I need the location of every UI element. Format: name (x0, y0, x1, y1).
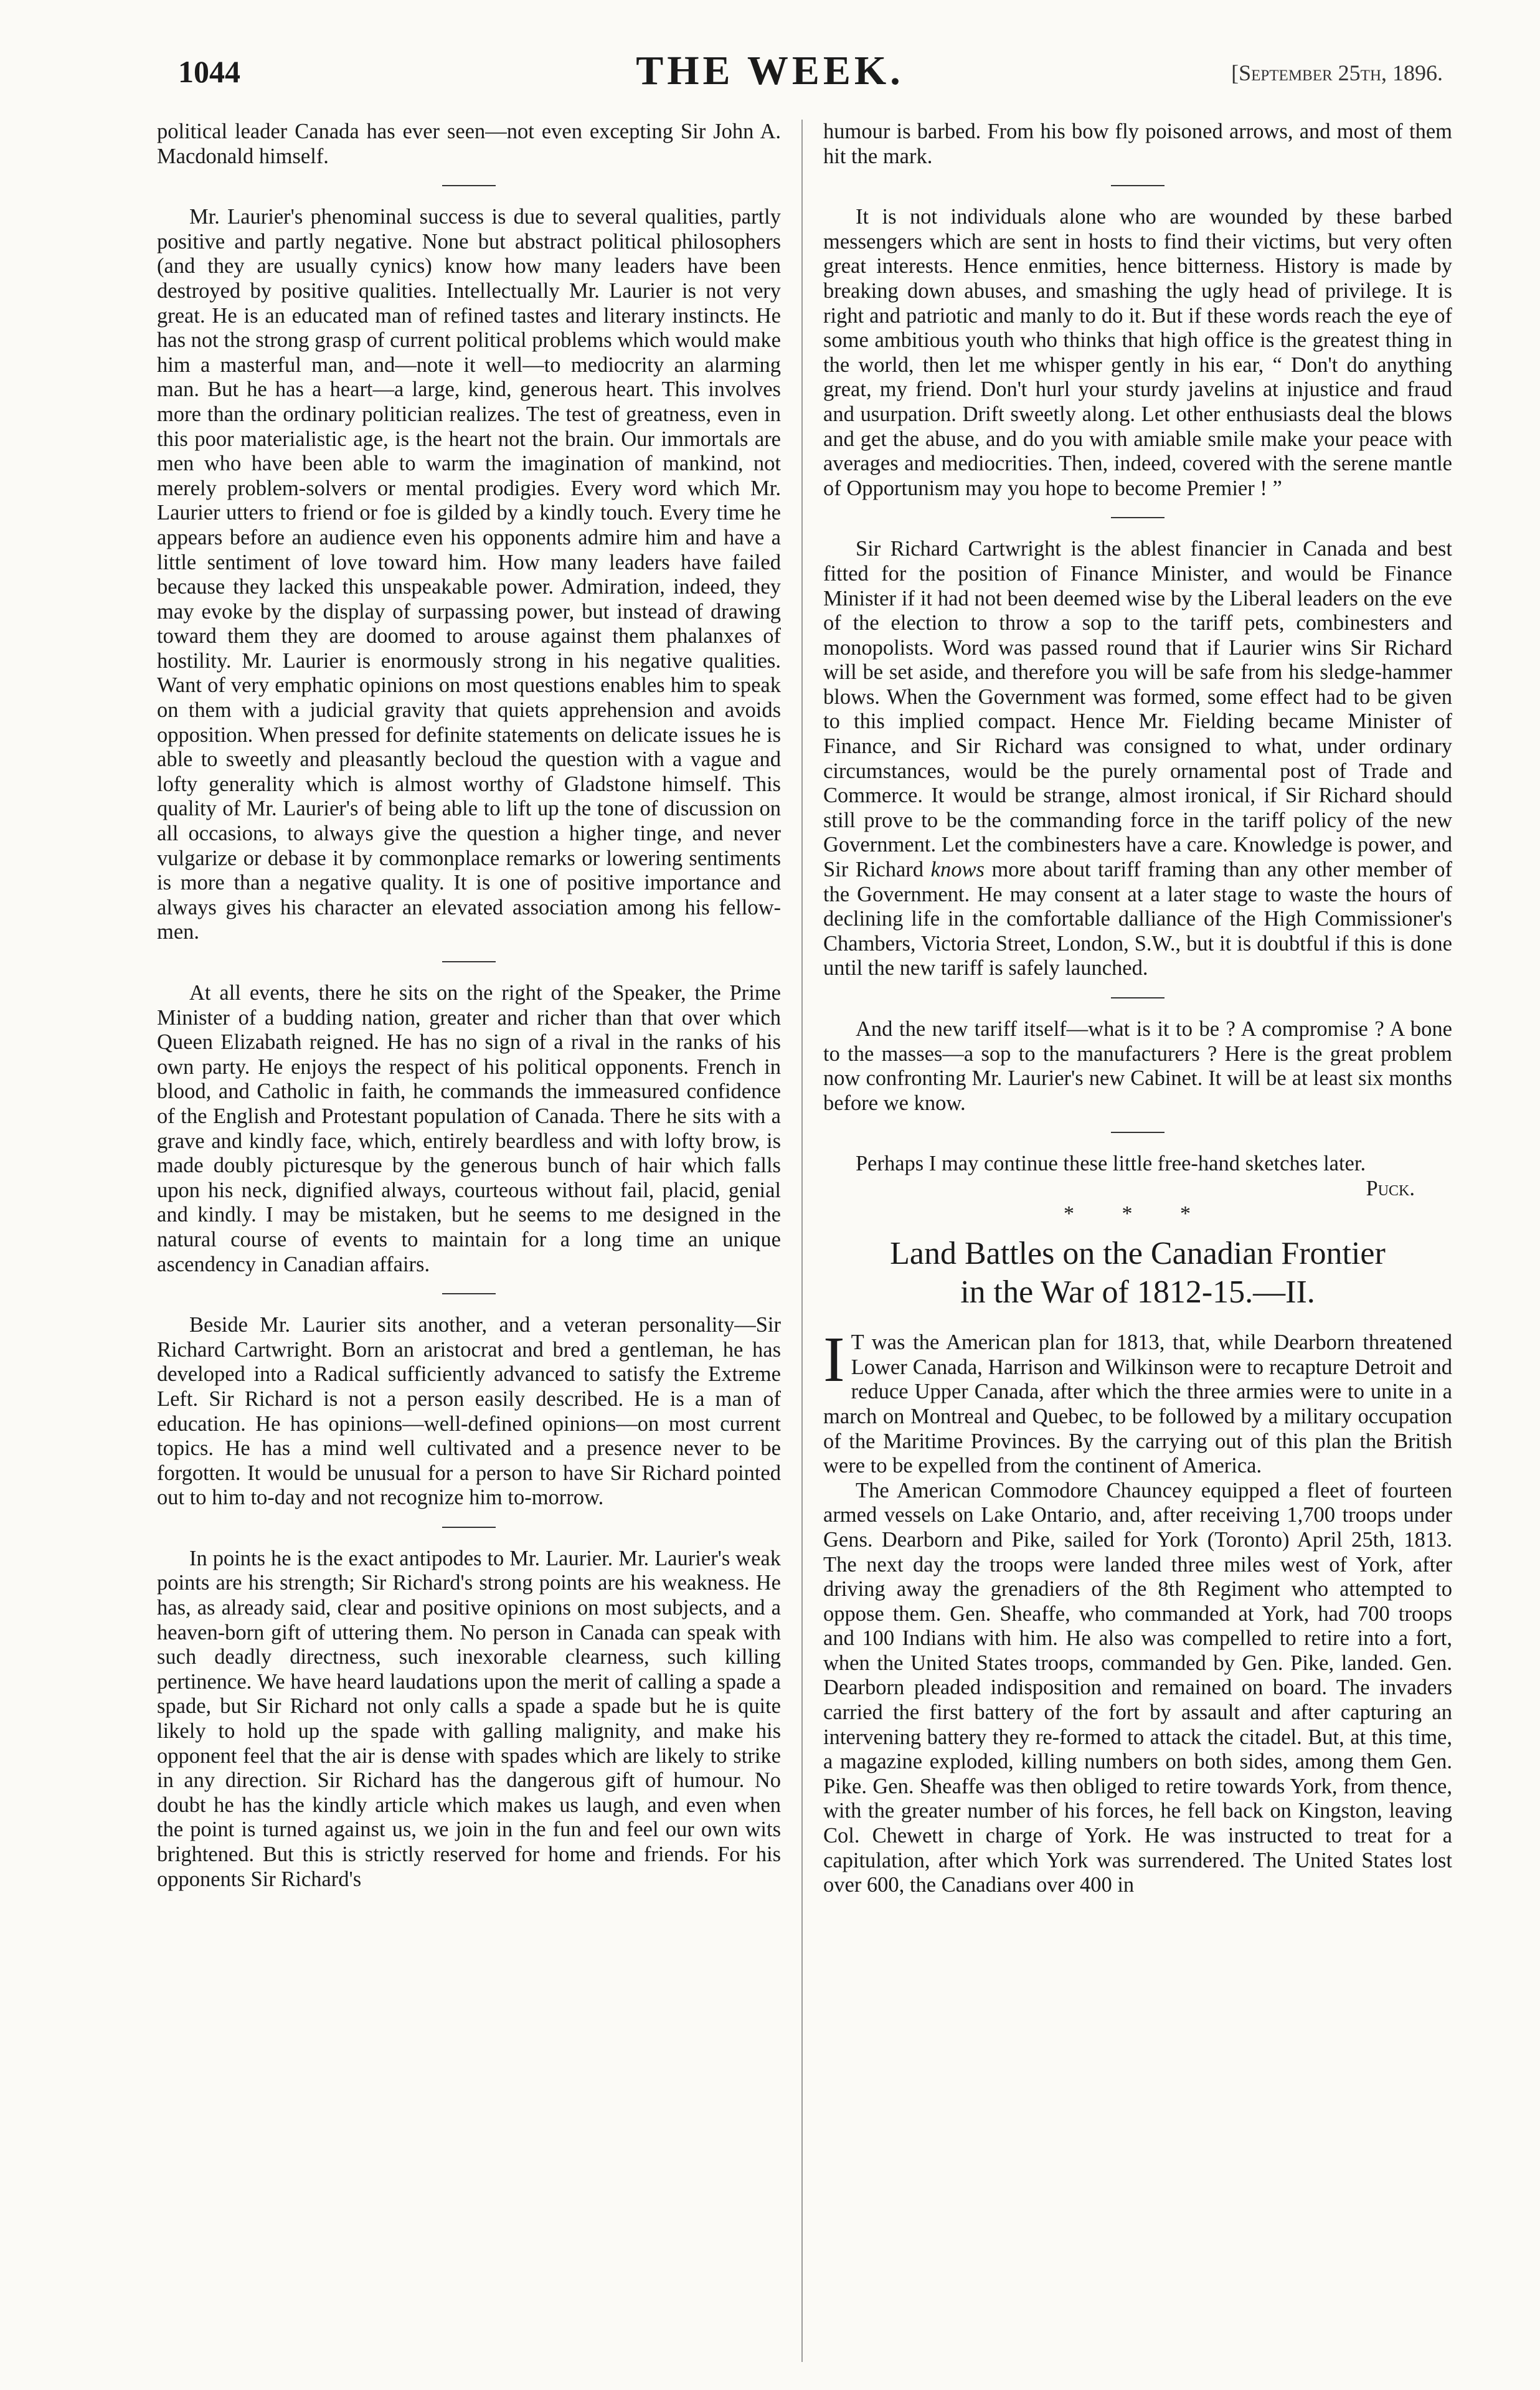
paragraph (823, 537, 1452, 981)
left-column (157, 120, 781, 1892)
paragraph: The American Commodore Chauncey equipped a fleet of fourteen armed vessels on Lake Ontario, and, after receiving 1,700 troops under Gens. Dearborn and Pike, sailed for York (Toronto) April 25th, 1813. The next day the troops were landed three miles west of York, after driving away the grenadiers of the 8th Regiment who attempted to oppose them. Gen. Sheaffe, who commanded at York, had 700 troops and 100 Indians with him. He also was compelled to retire into a fort, when the United States troops, commanded by Gen. Pike, landed. Gen. Dearborn pleaded indisposition and remained on board. The invaders carried the first battery of the fort by assault and after capturing an intervening battery they re-formed to attack the citadel. But, at this time, a magazine exploded, killing numbers on both sides, among them Gen. Pike. Gen. Sheaffe was then obliged to retire towards York, from thence, with the greater number of his forces, he fell back on Kingston, leaving Col. Chewett in charge of York. He was instructed to treat for a capitulation, after which York was surrendered. The United States lost over 600, the Canadians over 400 in (823, 1478, 1452, 1897)
paragraph: Beside Mr. Laurier sits another, and a veteran personality—Sir Richard Cartwright. Born an aristocrat and bred a gentleman, he has developed into a Radical sufficiently advanced to satisfy the Extreme Left. Sir Richard is not a person easily described. He is a man of education. He has opinions—well-defined opinions—on most current topics. He has a mind well cultivated and a presence never to be forgotten. It would be unusual for a person to have Sir Richard pointed out to him to-day and not recognize him to-morrow. (157, 1313, 781, 1510)
article-title-line: in the War of 1812-15.—II. (960, 1274, 1315, 1311)
publication-title: THE WEEK. (636, 48, 904, 93)
drop-cap: I (823, 1324, 845, 1396)
paragraph: And the new tariff itself—what is it to be ? A compromise ? A bone to the masses—a sop to the manufacturers ? Here is the great problem now confronting Mr. Laurier's new Cabinet. It will be at least six months before we know. (823, 1017, 1452, 1115)
paragraph (823, 1324, 1452, 1479)
section-separator (442, 1293, 496, 1294)
emphasis-text: knows (930, 858, 985, 882)
right-column (823, 120, 1452, 1898)
paragraph: Mr. Laurier's phenominal success is due to several qualities, partly positive and partly negative. None but abstract political philosophers (and they are usually cynics) know how many leaders have been destroyed by positive qualities. Intellectually Mr. Laurier is not very great. He is an educated man of refined tastes and literary instincts. He has not the strong grasp of current political problems which would make him a masterful man, and—note it well—to mediocrity an alarming man. But he has a heart—a large, kind, generous heart. This involves more than the ordinary politician realizes. The test of greatness, even in this poor materialistic age, is the heart not the brain. Our immortals are men who have been able to warm the imagination of mankind, not merely problem-solvers or mental prodigies. Every word which Mr. Laurier utters to friend or foe is gilded by a kindly touch. Every time he appears before an audience even his opponents admire him and have a little sentiment of love toward him. How many leaders have failed because they lacked this unspeakable power. Admiration, indeed, they may evoke by the display of surpassing power, but instead of drawing toward them they are doomed to arouse against them phalanxes of hostility. Mr. Laurier is enormously strong in his negative qualities. Want of very emphatic opinions on most questions enables him to speak on them with a judicial gravity that quiets apprehension and avoids opposition. When pressed for definite statements on delicate issues he is able to sweetly and pleasantly becloud the question with a vague and lofty generality which is almost worthy of Gladstone himself. This quality of Mr. Laurier's of being able to lift up the tone of discussion on all occasions, to always give the question a higher tinge, and never vulgarize or debase it by commonplace remarks or lowering sentiments is more than a negative quality. It is one of positive importance and always gives his character an elevated association among his fellow-men. (157, 205, 781, 944)
section-separator (442, 961, 496, 962)
section-separator (442, 185, 496, 186)
paragraph-text: T was the American plan for 1813, that, while Dearborn threatened Lower Canada, Harrison and Wilkinson were to recapture Detroit and reduce Upper Canada, after which the three armies were to unite in a march on Montreal and Quebec, to be followed by a military occupation of the Maritime Provinces. By the carrying out of this plan the British were to be expelled from the continent of America. (823, 1330, 1452, 1478)
paragraph: It is not individuals alone who are wounded by these barbed messengers which are sent in hosts to find their victims, but very often great interests. Hence enmities, hence bitterness. History is made by breaking down abuses, and smashing the ugly head of privilege. It is right and patriotic and manly to do it. But if these words reach the eye of some ambitious youth who thinks that high office is the greatest thing in the world, then let me whisper gently in his ear, “ Don't do anything great, my friend. Don't hurl your sturdy javelins at injustice and fraud and usurpation. Drift sweetly along. Let other enthusiasts deal the blows and get the abuse, and do you with amiable smile make your peace with averages and mediocrities. Then, indeed, covered with the serene mantle of Opportunism may you hope to become Premier ! ” (823, 205, 1452, 500)
page-header (0, 47, 1540, 103)
article-title-line: Land Battles on the Canadian Frontier (890, 1236, 1386, 1272)
paragraph-text: more about tariff framing than any other member of the Government. He may consent at a later stage to waste the hours of declining life in the comfortable dalliance of the High Commissioner's Chambers, Victoria Street, London, S.W., but it is doubtful if this is done until the new tariff is safely launched. (823, 858, 1452, 980)
signature: Puck. (1366, 1176, 1415, 1200)
section-separator (1111, 997, 1164, 998)
paragraph: Perhaps I may continue these little free-hand sketches later. (856, 1152, 1366, 1176)
section-stars: * * * (1064, 1202, 1212, 1225)
paragraph: At all events, there he sits on the right of the Speaker, the Prime Minister of a budding nation, greater and richer than that over which Queen Elizabath reigned. He has no sign of a rival in the ranks of his own party. He enjoys the respect of his political opponents. French in blood, and Catholic in faith, he commands the immeasured confidence of the English and Protestant population of Canada. There he sits with a grave and kindly face, which, entirely beardless and with lofty brow, is made doubly picturesque by the generous bunch of hair which falls upon his neck, dignified always, courteous without fail, placid, genial and kindly. I may be mistaken, but he seems to me designed in the natural course of events to maintain for a long time an unique ascendency in Canadian affairs. (157, 981, 781, 1276)
page-number: 1044 (178, 54, 240, 89)
paragraph-text: Sir Richard Cartwright is the ablest financier in Canada and best fitted for the position of Finance Minister, and would be Finance Minister if it had not been deemed wise by the Liberal leaders on the eve of the election to throw a sop to the tariff pets, combinesters and monopolists. Word was passed round that if Laurier wins Sir Richard will be set aside, and therefore you will be safe from his sledge-hammer blows. When the Government was formed, some effect had to be given to this implied compact. Hence Mr. Fielding became Minister of Finance, and Sir Richard was consigned to what, under ordinary circumstances, would be the purely ornamental post of Trade and Commerce. It would be strange, almost ironical, if Sir Richard should still prove to be the commanding force in the tariff policy of the new Government. Let the combinesters have a care. Knowledge is power, and Sir Richard (823, 537, 1452, 882)
section-separator (1111, 1132, 1164, 1133)
section-separator (1111, 185, 1164, 186)
article-title (823, 1235, 1452, 1312)
paragraph: humour is barbed. From his bow fly poisoned arrows, and most of them hit the mark. (823, 120, 1452, 168)
section-separator (442, 1527, 496, 1528)
section-separator (1111, 517, 1164, 518)
issue-date: [September 25th, 1896. (1231, 60, 1443, 85)
column-divider (801, 120, 803, 2362)
paragraph: In points he is the exact antipodes to Mr. Laurier. Mr. Laurier's weak points are his strength; Sir Richard's strong points are his weakness. He has, as already said, clear and positive opinions on most subjects, and a heaven-born gift of uttering them. No person in Canada can speak with such deadly directness, such inexorable clearness, such killing pertinence. We have heard laudations upon the merit of calling a spade a spade, but Sir Richard not only calls a spade a spade but he is quite likely to hold up the spade with galling malignity, and make his opponent feel that the air is dense with spades which are likely to strike in any direction. Sir Richard has the dangerous gift of humour. No doubt he has the kindly article which makes us laugh, and even when the point is turned against us, we join in the fun and feel our own wits brightened. But this is strictly reserved for home and friends. For his opponents Sir Richard's (157, 1546, 781, 1891)
paragraph: political leader Canada has ever seen—not even excepting Sir John A. Macdonald himself. (157, 120, 781, 168)
